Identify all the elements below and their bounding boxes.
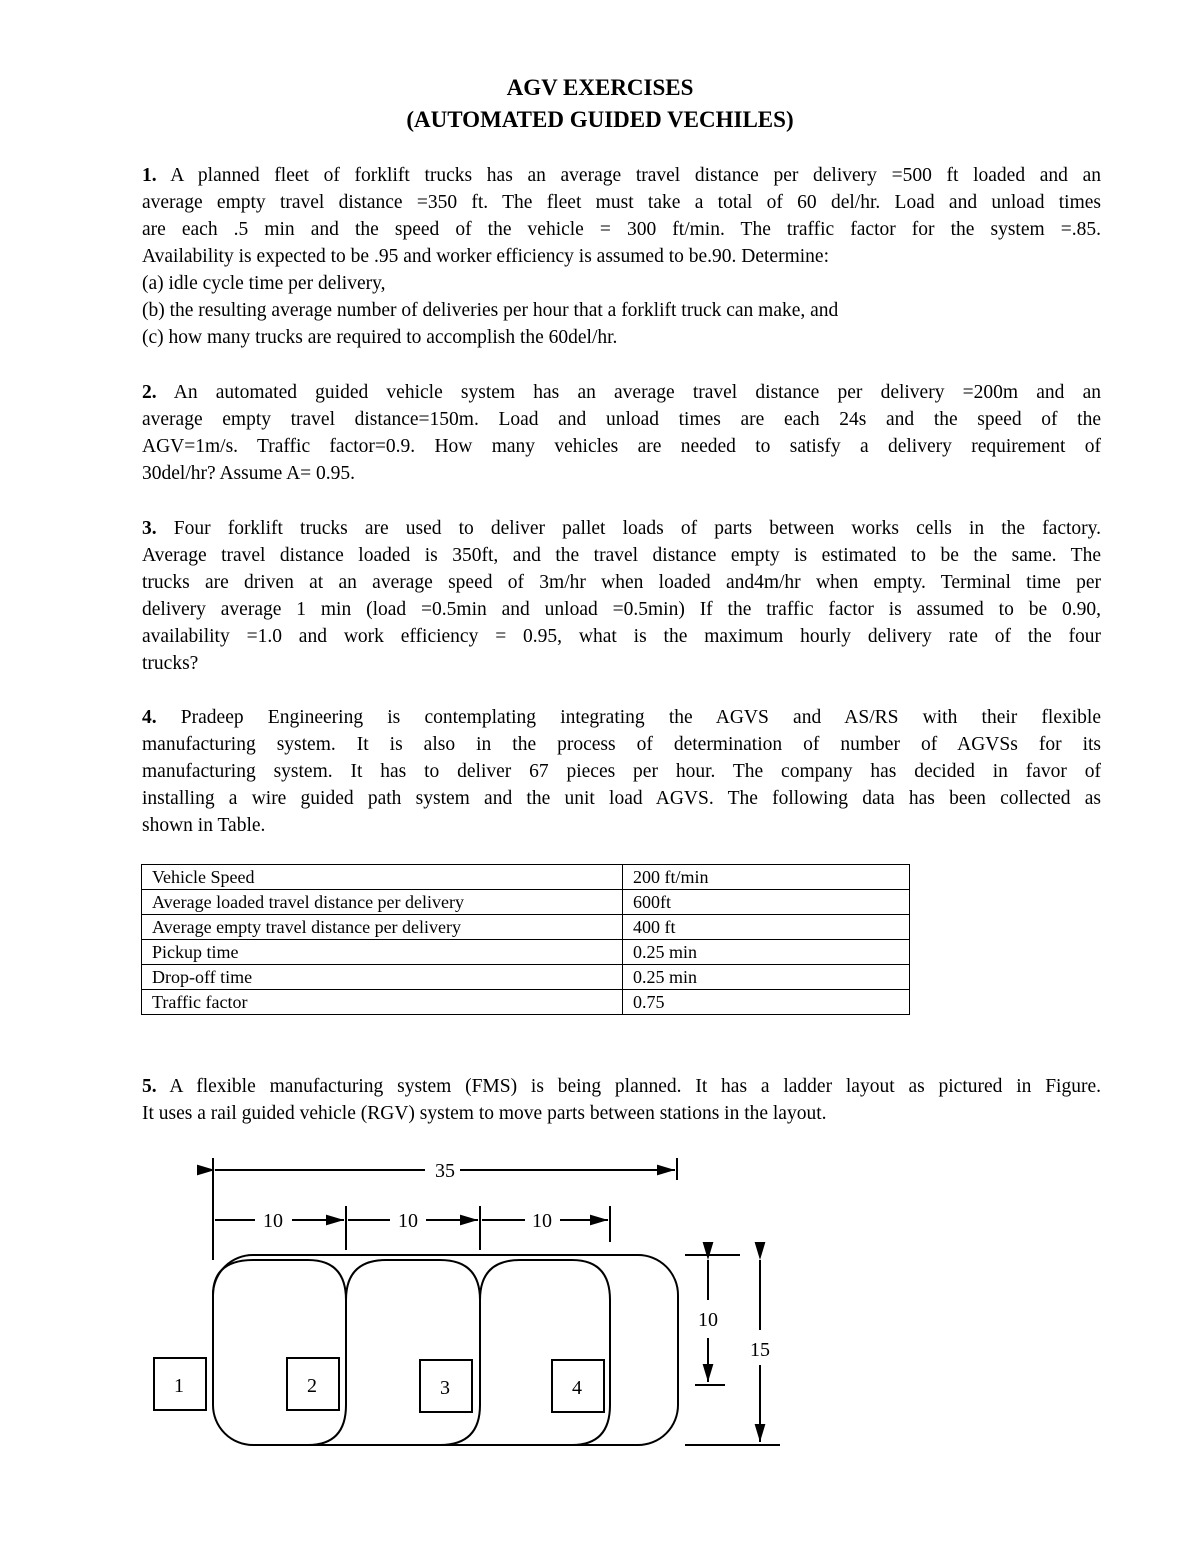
question-3-line: availability =1.0 and work efficiency = 0.95, what is the maximum hourly delivery rate of the four	[142, 626, 1101, 647]
dimension-15-label: 15	[750, 1339, 770, 1361]
question-2-line: average empty travel distance=150m. Load and unload times are each 24s and the speed of the	[142, 409, 1101, 430]
question-4-line: manufacturing system. It is also in the process of determination of number of AGVSs for its	[142, 734, 1101, 755]
dimension-10-label: 10	[698, 1309, 718, 1331]
table-cell-label: Average empty travel distance per delivery	[142, 915, 623, 940]
question-4-line: installing a wire guided path system and the unit load AGVS. The following data has been collected as	[142, 788, 1101, 809]
question-3-number: 3.	[142, 518, 157, 539]
question-1-item-b: (b) the resulting average number of deliveries per hour that a forklift truck can make, and	[142, 300, 839, 321]
dimension-seg3-label: 10	[532, 1210, 552, 1232]
table-cell-label: Pickup time	[142, 940, 623, 965]
table-row	[142, 940, 910, 965]
question-1-line: average empty travel distance =350 ft. The fleet must take a total of 60 del/hr. Load and unload times	[142, 192, 1101, 213]
ladder-rung-1	[213, 1260, 346, 1445]
document-title: AGV EXERCISES	[506, 75, 694, 100]
table-row	[142, 890, 910, 915]
question-3-line: trucks?	[142, 653, 199, 674]
question-3-line: 3. Four forklift trucks are used to deliver pallet loads of parts between works cells in the factory.	[142, 518, 1101, 539]
question-1-number: 1.	[142, 165, 157, 186]
station-2-label: 2	[307, 1375, 317, 1397]
table-cell-value: 400 ft	[623, 915, 910, 940]
question-3-line: Average travel distance loaded is 350ft, and the travel distance empty is estimated to be the same. The	[142, 545, 1101, 566]
table-cell-label: Average loaded travel distance per delivery	[142, 890, 623, 915]
question-3-line: trucks are driven at an average speed of 3m/hr when loaded and4m/hr when empty. Terminal time per	[142, 572, 1101, 593]
question-3-line: delivery average 1 min (load =0.5min and unload =0.5min) If the traffic factor is assumed to be 0.90,	[142, 599, 1101, 620]
question-1-line: are each .5 min and the speed of the vehicle = 300 ft/min. The traffic factor for the system =.85.	[142, 219, 1101, 240]
table-cell-label: Drop-off time	[142, 965, 623, 990]
table-row	[142, 965, 910, 990]
document-subtitle: (AUTOMATED GUIDED VECHILES)	[406, 107, 794, 132]
question-5	[142, 1073, 1101, 1127]
question-4-number: 4.	[142, 707, 157, 728]
question-1	[142, 162, 1101, 351]
question-2-line: 2. An automated guided vehicle system has an average travel distance per delivery =200m and an	[142, 382, 1101, 403]
question-1-line: 1. A planned fleet of forklift trucks has an average travel distance per delivery =500 ft loaded and an	[142, 165, 1101, 186]
table-cell-value: 0.25 min	[623, 965, 910, 990]
station-4-label: 4	[572, 1377, 582, 1399]
table-cell-label: Traffic factor	[142, 990, 623, 1015]
ladder-rung-3	[480, 1260, 610, 1445]
question-2-number: 2.	[142, 382, 157, 403]
question-2-line: 30del/hr? Assume A= 0.95.	[142, 463, 356, 484]
dimension-35-label: 35	[435, 1160, 455, 1182]
question-2-line: AGV=1m/s. Traffic factor=0.9. How many vehicles are needed to satisfy a delivery requirement of	[142, 436, 1101, 457]
dimension-seg1-label: 10	[263, 1210, 283, 1232]
question-4-line: 4. Pradeep Engineering is contemplating integrating the AGVS and AS/RS with their flexible	[142, 707, 1101, 728]
question-3	[142, 515, 1101, 677]
dimension-seg2-label: 10	[398, 1210, 418, 1232]
question-1-item-c: (c) how many trucks are required to accomplish the 60del/hr.	[142, 327, 618, 348]
question-1-line: Availability is expected to be .95 and worker efficiency is assumed to be.90. Determine:	[142, 246, 829, 267]
question-4-line: manufacturing system. It has to deliver 67 pieces per hour. The company has decided in favor of	[142, 761, 1101, 782]
ladder-rung-2	[346, 1260, 480, 1445]
table-row	[142, 915, 910, 940]
question-2	[142, 379, 1101, 487]
question-1-item-a: (a) idle cycle time per delivery,	[142, 273, 386, 294]
table-row	[142, 865, 910, 890]
table-cell-value: 0.25 min	[623, 940, 910, 965]
table-cell-label: Vehicle Speed	[142, 865, 623, 890]
table-cell-value: 0.75	[623, 990, 910, 1015]
question-4-line: shown in Table.	[142, 815, 266, 836]
table-cell-value: 600ft	[623, 890, 910, 915]
table-row	[142, 990, 910, 1015]
ladder-layout-figure	[140, 1150, 790, 1460]
question-4	[142, 704, 1101, 839]
question-5-line: It uses a rail guided vehicle (RGV) system to move parts between stations in the layout.	[142, 1103, 827, 1124]
agvs-data-table	[141, 864, 910, 1015]
question-5-line: 5. A flexible manufacturing system (FMS) is being planned. It has a ladder layout as pictured in Figure.	[142, 1076, 1101, 1097]
table-cell-value: 200 ft/min	[623, 865, 910, 890]
question-5-number: 5.	[142, 1076, 157, 1097]
station-1-label: 1	[174, 1375, 184, 1397]
station-3-label: 3	[440, 1377, 450, 1399]
